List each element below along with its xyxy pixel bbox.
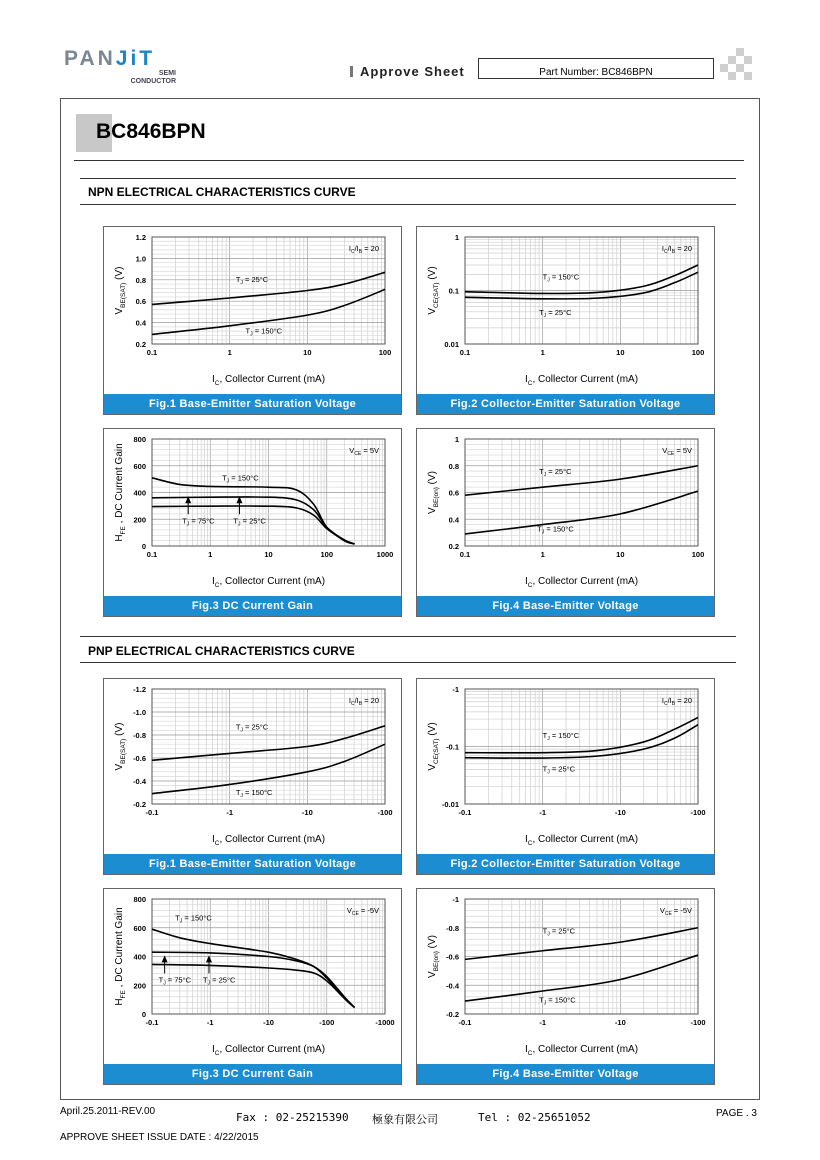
x-tick-label: -0.1 [145,1018,159,1027]
y-axis-title: $V_{BE(on)}$ (V) [427,470,440,515]
y-axis-title: $H_{FE}$ , DC Current Gain [114,907,127,1006]
condition-label: $V_{CE} = 5V$ [349,446,379,457]
x-tick-label: -1 [539,808,547,817]
approve-sheet-label [350,64,465,79]
x-tick-label: 100 [378,348,392,357]
series-line-0 [465,717,698,752]
x-tick-label: -0.1 [458,808,472,817]
y-tick-label: 800 [133,435,146,444]
x-tick-label: 0.1 [146,550,158,559]
series-label-0: $T_J = 25^\circ C$ [542,926,576,938]
y-tick-label: 0 [141,1010,146,1019]
x-tick-label: -1 [226,808,234,817]
logo-text-pan: PAN [64,47,116,70]
y-tick-label: 0.8 [135,275,146,285]
x-axis-title: $I_C$, Collector Current (mA) [524,576,639,589]
series-label-2: $T_J = 25^\circ C$ [233,516,266,528]
y-tick-label: 0.2 [448,542,459,551]
condition-label: $I_C/I_B = 20$ [348,244,379,255]
y-tick-label: 0.1 [448,286,459,296]
pnp-section-title: PNP ELECTRICAL CHARACTERISTICS CURVE [88,644,355,658]
series-line-0 [465,928,698,960]
caption-pnp-fig1: Fig.1 Base-Emitter Saturation Voltage [104,854,401,874]
y-tick-label: 0.6 [448,488,459,498]
y-axis-title: $V_{BE(SAT)}$ (V) [114,266,127,315]
series-label-1: $T_J = 75^\circ C$ [158,975,192,987]
y-tick-label: 200 [133,515,146,525]
page-title: BC846BPN [96,120,206,143]
x-tick-label: -100 [319,1018,335,1027]
caption-pnp-fig2: Fig.2 Collector-Emitter Saturation Voltage [417,854,714,874]
npn-top-rule [80,178,736,179]
x-axis-title: $I_C$, Collector Current (mA) [211,1044,326,1057]
chart-npn-fig4 [417,429,714,596]
y-tick-label: -0.8 [446,923,459,933]
x-tick-label: 1000 [376,550,394,559]
series-label-0: $T_J = 25^\circ C$ [235,274,269,286]
x-tick-label: 1 [540,348,545,357]
y-axis-title: $V_{CE(SAT)}$ (V) [427,266,440,315]
x-tick-label: 1 [208,550,213,559]
chart-pnp-fig3 [104,889,401,1064]
x-tick-label: 10 [264,550,273,559]
page-number: PAGE . 3 [716,1108,757,1119]
y-tick-label: -0.8 [133,731,146,740]
x-tick-label: -1 [539,1018,547,1027]
y-tick-label: 200 [133,981,146,991]
series-line-0 [465,265,698,294]
x-tick-label: -1000 [375,1018,395,1027]
series-label-0: $T_J = 150^\circ C$ [542,731,580,743]
y-tick-label: 0.6 [135,297,146,307]
series-label-1: $T_J = 25^\circ C$ [542,764,576,776]
y-tick-label: 400 [133,952,146,962]
series-label-1: $T_J = 150^\circ C$ [235,787,273,799]
pnp-bottom-rule [80,662,736,663]
y-tick-label: 0.8 [448,461,459,471]
fax-number: Fax : 02-25215390 [236,1111,349,1124]
x-tick-label: -1 [206,1018,214,1027]
chart-panel-pnp-fig3 [103,888,402,1085]
x-tick-label: -100 [690,1018,706,1027]
x-axis-title: $I_C$, Collector Current (mA) [211,374,326,387]
caption-npn-fig1: Fig.1 Base-Emitter Saturation Voltage [104,394,401,414]
x-tick-label: 1 [227,348,232,357]
chart-npn-fig3 [104,429,401,596]
y-tick-label: -1.0 [133,708,146,717]
company-logo [64,48,184,90]
condition-label: $I_C/I_B = 20$ [348,696,379,707]
grid-lines [152,439,385,546]
series-label-0: $T_J = 25^\circ C$ [539,466,572,478]
y-tick-label: -0.4 [446,981,459,991]
y-tick-label: 1.2 [135,233,146,242]
y-tick-label: 600 [133,461,146,471]
x-tick-label: 10 [303,348,312,357]
x-tick-label: 100 [320,550,334,559]
x-tick-label: -100 [377,808,393,817]
caption-npn-fig3: Fig.3 DC Current Gain [104,596,401,616]
y-tick-label: 0 [141,542,146,551]
npn-bottom-rule [80,204,736,205]
x-tick-label: -10 [263,1018,274,1027]
pnp-top-rule [80,636,736,637]
y-tick-label: 1.0 [135,254,146,264]
chart-panel-pnp-fig2 [416,678,715,875]
caption-pnp-fig3: Fig.3 DC Current Gain [104,1064,401,1084]
x-tick-label: -10 [614,808,626,817]
y-tick-label: 600 [133,923,146,933]
chart-pnp-fig1 [104,679,401,854]
x-tick-label: 10 [616,348,625,357]
series-label-0: $T_J = 150^\circ C$ [222,473,259,485]
x-tick-label: -0.1 [145,808,159,817]
y-tick-label: 0.2 [135,340,146,349]
issue-date: APPROVE SHEET ISSUE DATE : 4/22/2015 [60,1132,259,1143]
title-divider [74,160,744,161]
x-axis-title: $I_C$, Collector Current (mA) [524,374,639,387]
series-label-1: $T_J = 150^\circ C$ [245,326,283,338]
y-tick-label: -0.2 [133,800,146,809]
series-label-0: $T_J = 150^\circ C$ [542,272,580,284]
condition-label: $V_{CE} = 5V$ [662,446,692,457]
series-label-1: $T_J = 25^\circ C$ [539,307,572,319]
y-tick-label: -0.6 [446,952,459,962]
x-tick-label: 0.1 [146,348,158,357]
chart-panel-npn-fig3 [103,428,402,617]
chart-panel-npn-fig4 [416,428,715,617]
y-tick-label: -1 [452,895,459,904]
x-tick-label: 100 [691,348,705,357]
x-tick-label: 0.1 [459,550,471,559]
condition-label: $I_C/I_B = 20$ [661,696,692,707]
x-tick-label: -10 [301,808,313,817]
x-tick-label: -100 [690,808,706,817]
approve-sheet-text: Approve Sheet [360,64,465,79]
x-tick-label: 0.1 [459,348,471,357]
y-tick-label: -0.01 [441,800,459,809]
tel-number: Tel : 02-25651052 [478,1111,591,1124]
x-axis-title: $I_C$, Collector Current (mA) [524,1044,639,1057]
x-axis-title: $I_C$, Collector Current (mA) [211,834,326,847]
y-tick-label: 0.4 [135,318,146,328]
y-tick-label: -0.2 [446,1010,459,1019]
y-tick-label: -0.1 [446,742,459,752]
chart-panel-pnp-fig1 [103,678,402,875]
condition-label: $I_C/I_B = 20$ [661,244,692,255]
series-label-1: $T_J = 150^\circ C$ [537,524,574,536]
x-axis-title: $I_C$, Collector Current (mA) [524,834,639,847]
y-tick-label: 1 [454,435,459,444]
chart-pnp-fig4 [417,889,714,1064]
series-label-0: $T_J = 25^\circ C$ [235,722,269,734]
y-tick-label: -1 [452,685,459,694]
y-tick-label: 0.4 [448,515,459,525]
caption-npn-fig4: Fig.4 Base-Emitter Voltage [417,596,714,616]
chart-panel-npn-fig2 [416,226,715,415]
decorative-squares-icon [720,48,760,88]
y-tick-label: 1 [454,233,459,242]
caption-npn-fig2: Fig.2 Collector-Emitter Saturation Voltage [417,394,714,414]
series-label-0: $T_J = 150^\circ C$ [175,913,212,925]
y-tick-label: 800 [133,895,146,904]
series-line-0 [152,726,385,761]
y-tick-label: 0.01 [444,340,459,349]
y-axis-title: $V_{BE(SAT)}$ (V) [114,722,127,771]
series-label-1: $T_J = 75^\circ C$ [182,516,215,528]
condition-label: $V_{CE} = -5V$ [346,906,379,917]
y-axis-title: $V_{BE(on)}$ (V) [427,934,440,979]
logo-sub-semi: SEMI [158,70,176,77]
series-line-1 [152,744,385,793]
series-label-2: $T_J = 25^\circ C$ [202,975,236,987]
x-tick-label: 1 [540,550,545,559]
series-line-1 [465,272,698,299]
caption-pnp-fig4: Fig.4 Base-Emitter Voltage [417,1064,714,1084]
x-axis-title: $I_C$, Collector Current (mA) [211,576,326,589]
logo-sub-conductor: CONDUCTOR [130,78,176,85]
npn-section-title: NPN ELECTRICAL CHARACTERISTICS CURVE [88,185,356,199]
y-tick-label: -0.6 [133,754,146,763]
y-tick-label: -0.4 [133,777,146,786]
approve-bar-icon [350,66,353,77]
x-tick-label: -0.1 [458,1018,472,1027]
chart-panel-pnp-fig4 [416,888,715,1085]
logo-text-jit: JiT [115,47,156,70]
chart-panel-npn-fig1 [103,226,402,415]
y-axis-title: $V_{CE(SAT)}$ (V) [427,722,440,771]
x-tick-label: 10 [616,550,625,559]
series-label-1: $T_J = 150^\circ C$ [539,995,576,1007]
company-name: 極象有限公司 [372,1113,438,1126]
y-tick-label: 400 [133,488,146,498]
chart-npn-fig2 [417,227,714,394]
chart-npn-fig1 [104,227,401,394]
y-axis-title: $H_{FE}$ , DC Current Gain [114,443,127,542]
x-tick-label: -10 [614,1018,626,1027]
series-line-0 [465,466,698,495]
condition-label: $V_{CE} = -5V$ [659,906,692,917]
revision-date: April.25.2011-REV.00 [60,1106,156,1117]
y-tick-label: -1.2 [133,685,146,694]
chart-pnp-fig2 [417,679,714,854]
part-number-box: Part Number: BC846BPN [478,58,714,79]
x-tick-label: 100 [691,550,705,559]
